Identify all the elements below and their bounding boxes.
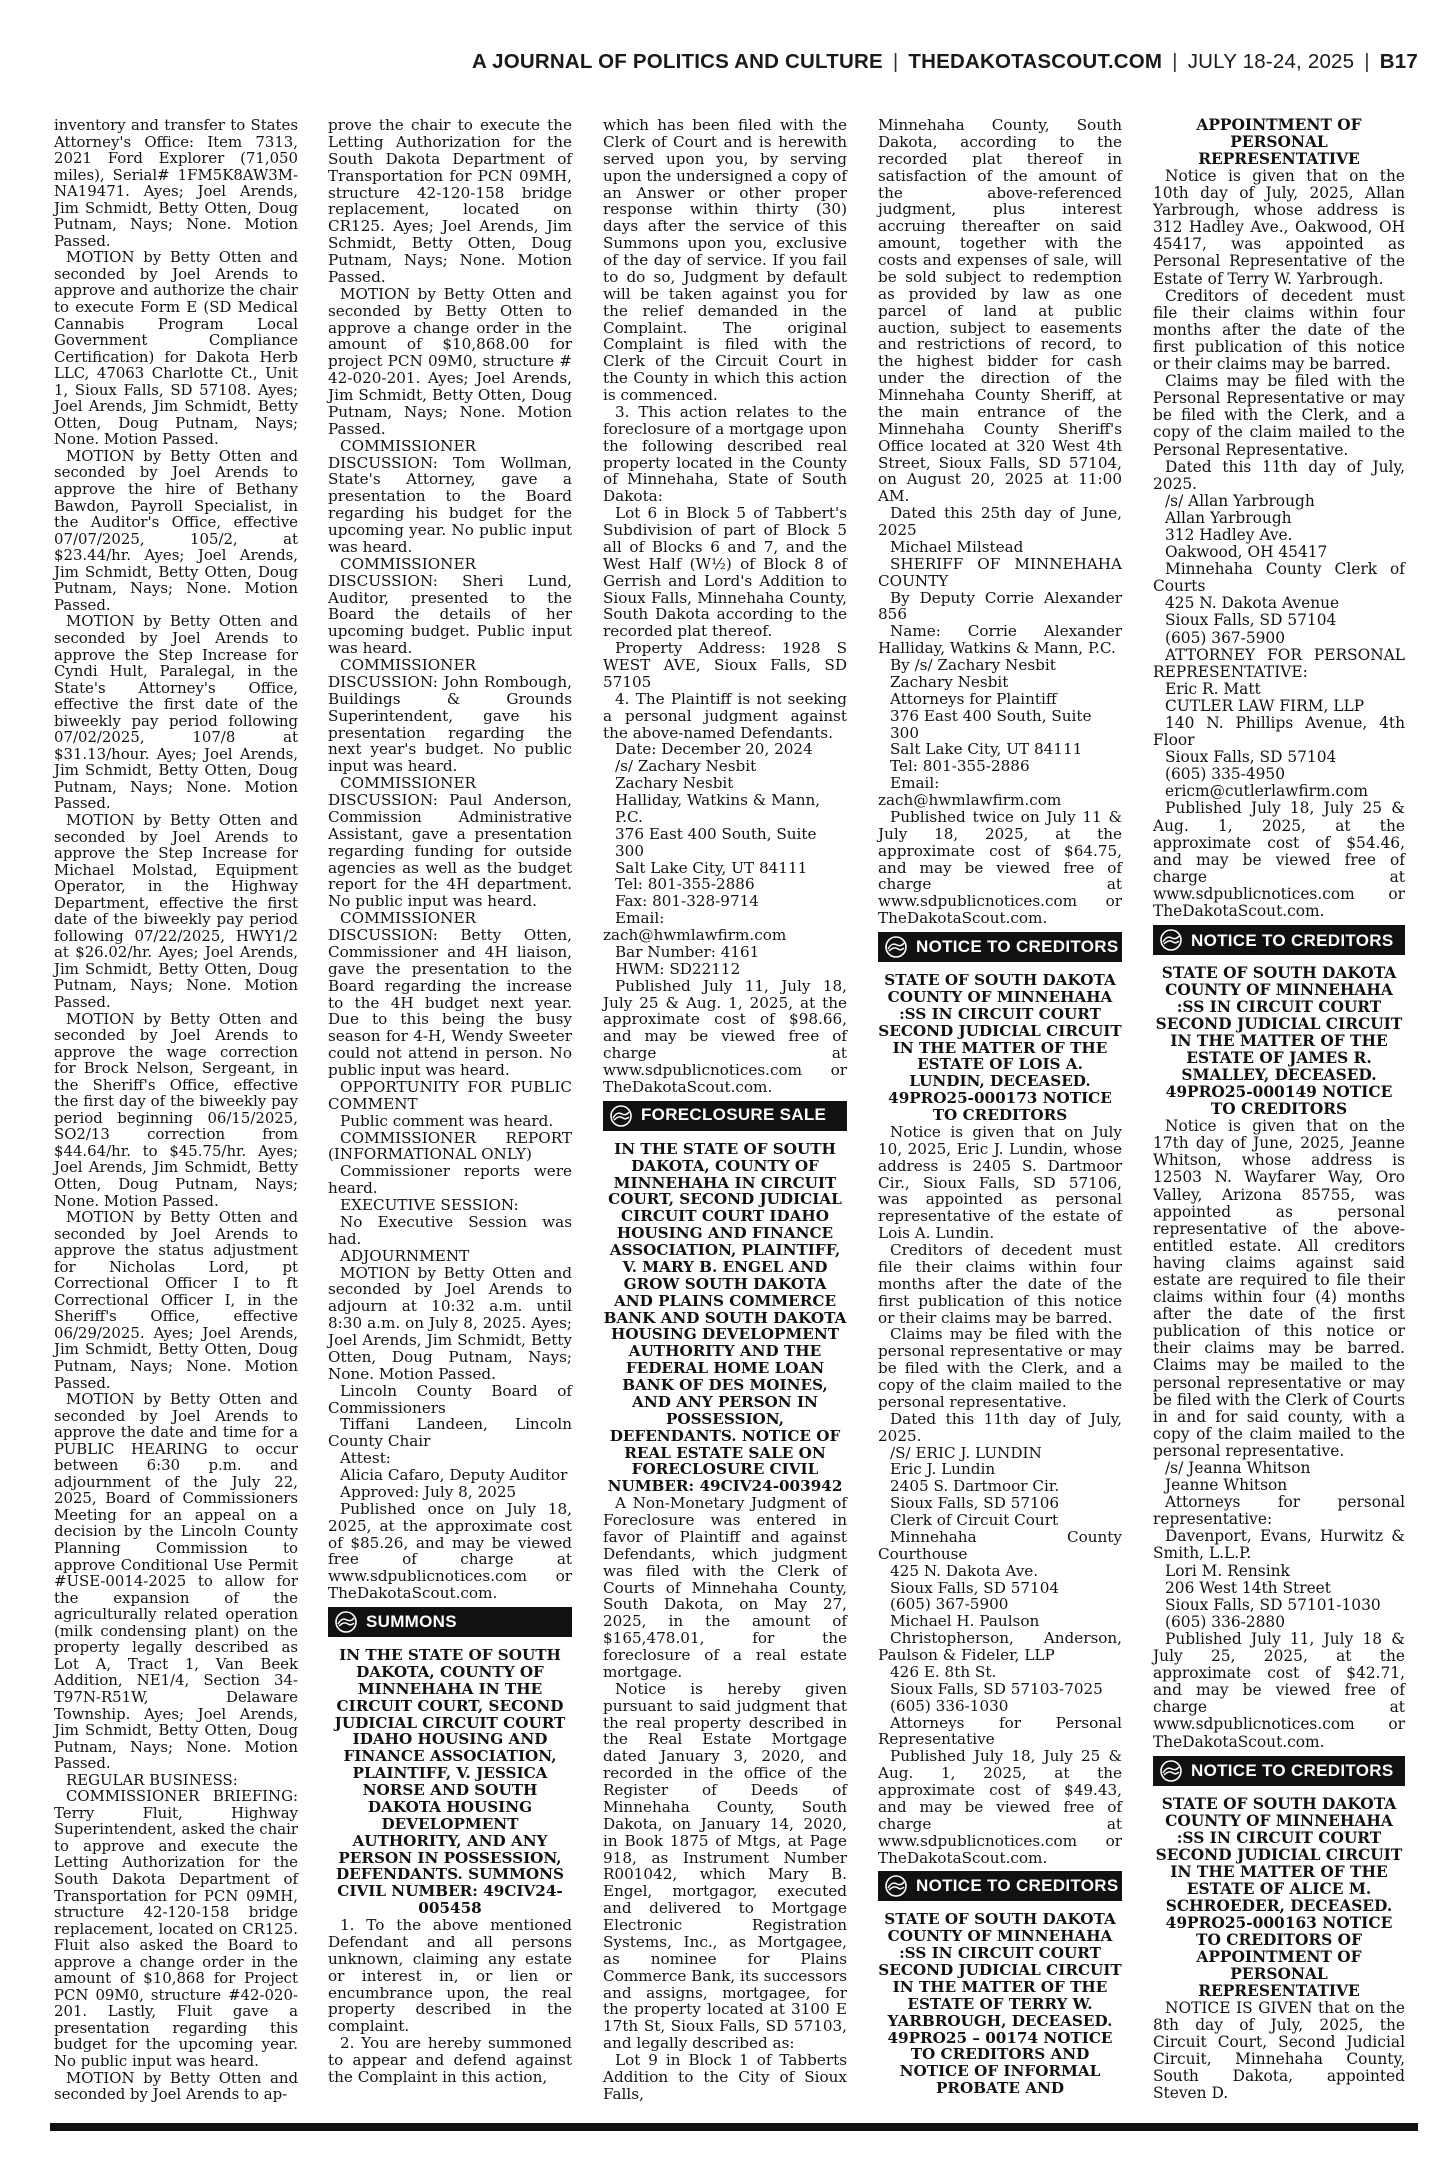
notice-paragraph: Christopherson, Anderson, Paulson & Fideler, LLP [878,1629,1122,1664]
signature-line: Tel: 801-355-2886 [890,757,1030,776]
header-divider: | [892,50,899,73]
page-header [0,0,1456,110]
notice-paragraph: 3. This action relates to the foreclosure of a mortgage upon the following described real property located in the County of Minnehaha, State of South Dakota: [603,402,847,506]
scout-logo-icon [607,1105,635,1127]
signature-line: 2405 S. Dartmoor Cir. [890,1477,1060,1496]
notice-paragraph: Lincoln County Board of Commissioners [328,1381,572,1417]
notice-paragraph: inventory and transfer to States Attorney's Office: Item 7313, 2021 Ford Explorer (71,050 miles), Serial# 1FM5K8AW3M-NA19471. Ayes; Joel Arends, Jim Schmidt, Betty Otten, Doug Putnam, Nays; None. Motion Passed. [54,116,298,250]
notice-paragraph: COMMISSIONER DISCUSSION: Paul Anderson, Commission Administrative Assistant, gave a presentation regarding funding for outside agencies as well as the budget report for the 4H department. No public input was heard. [328,774,572,911]
header-divider: | [1364,50,1370,73]
notice-paragraph: Email: zach@hwmlawfirm.com [603,909,787,944]
signature-line: Sioux Falls, SD 57104 [1165,748,1337,767]
notice-paragraph: REGULAR BUSINESS: [66,1770,238,1789]
notice-paragraph: MOTION by Betty Otten and seconded by Joel Arends to approve the wage correction for Brock Nelson, Sergeant, in the Sheriff's Office, effective the first day of the biweekly pay period beginning 06/15/2025, SO2/13 correction from $44.64/hr. to $45.75/hr. Ayes; Joel Arends, Jim Schmidt, Betty Otten, Doug Putnam, Nays; None. Motion Passed. [54,1009,298,1210]
notice-paragraph: Attorneys for Personal Representative [878,1713,1122,1749]
signature-line: Michael H. Paulson [890,1612,1040,1631]
signature-line: Date: December 20, 2024 [615,740,813,759]
notice-paragraph: MOTION by Betty Otten and seconded by Joel Arends to approve and authorize the chair to execute Form E (SD Medical Cannabis Program Local Government Compliance Certification) for Dakota Herb LLC, 47063 Charlotte Ct., Unit 1, Sioux Falls, SD 57108. Ayes; Joel Arends, Jim Schmidt, Betty Otten, Doug Putnam, Nays; None. Motion Passed. [54,248,298,449]
signature-line: Sioux Falls, SD 57103-7025 [890,1679,1103,1698]
header-line [472,50,1418,74]
notice-paragraph: COMMISSIONER BRIEFING: Terry Fluit, Highway Superintendent, asked the chair to approve and execute the Letting Authorization for the South Dakota Department of Transportation for PCN 09MH, structure 42-120-158 bridge replacement, located on CR125. Fluit also asked the Board to approve a change order in the amount of $10,868 for Project PCN 09M0, structure #42-020-201. Lastly, Fluit gave a presentation regarding this budget for the upcoming year. No public input was heard. [54,1787,298,2070]
notice-paragraph: Published once on July 18, 2025, at the approximate cost of $85.26, and may be viewed free of charge at www.sdpublicnotices.com or TheDakotaScout.com. [328,1499,572,1603]
signature-line: Sioux Falls, SD 57101-1030 [1165,1595,1381,1614]
signature-line: Allan Yarbrough [1165,508,1292,527]
notice-paragraph: Published July 18, July 25 & Aug. 1, 2025, at the approximate cost of $49.43, and may be viewed free of charge at www.sdpublicnotices.com or TheDakotaScout.com. [878,1747,1122,1867]
signature-line: Salt Lake City, UT 84111 [615,858,808,877]
notice-caption: STATE OF SOUTH DAKOTA COUNTY OF MINNEHAHA :SS IN CIRCUIT COURT SECOND JUDICIAL CIRCUIT IN THE MATTER OF THE ESTATE OF ALICE M. SCHROEDER, DECEASED. 49PRO25-000163 NOTICE TO CREDITORS OF APPOINTMENT OF PERSONAL REPRESENTATIVE [1155,1794,1403,2000]
signature-line: /s/ Allan Yarbrough [1165,491,1315,510]
section-banner-label: FORECLOSURE SALE [641,1105,827,1125]
notice-paragraph: MOTION by Betty Otten and seconded by Betty Otten to approve a change order in the amount of $10,868.00 for project PCN 09M0, structure # 42-020-201. Ayes; Joel Arends, Jim Schmidt, Betty Otten, Doug Putnam, Nays; None. Motion Passed. [328,284,572,438]
notice-paragraph: Dated this 25th day of June, 2025 [878,504,1122,539]
notice-caption: APPOINTMENT OF PERSONAL REPRESENTATIVE [1196,116,1362,168]
signature-line: Bar Number: 4161 [615,942,760,961]
notice-paragraph: 2. You are hereby summoned to appear and defend against the Complaint in this action, [328,2034,572,2086]
notice-paragraph: Dated this 11th day of July, 2025. [1153,457,1405,493]
notice-paragraph: SHERIFF OF MINNEHAHA COUNTY [878,554,1122,590]
section-banner-label: SUMMONS [366,1611,457,1631]
signature-line: Jeanne Whitson [1165,1476,1288,1495]
page-number: B17 [1379,50,1418,73]
column-5 [1153,117,1405,2102]
notice-paragraph: A Non-Monetary Judgment of Foreclosure was entered in favor of Plaintiff and against Defendants, which judgment was filed with the Clerk of Courts of Minnehaha County, South Dakota, on May 27, 2025, in the amount of $165,478.01, for the foreclosure of a real estate mortgage. [603,1494,847,1681]
signature-line: Attorneys for Plaintiff [890,689,1057,708]
notice-caption: IN THE STATE OF SOUTH DAKOTA, COUNTY OF MINNEHAHA IN CIRCUIT COURT, SECOND JUDICIAL CIRCUIT COURT IDAHO HOUSING AND FINANCE ASSOCIATION, PLAINTIFF, V. MARY B. ENGEL AND GROW SOUTH DAKOTA AND PLAINS COMMERCE BANK AND SOUTH DAKOTA HOUSING DEVELOPMENT AUTHORITY AND THE FEDERAL HOME LOAN BANK OF DES MOINES, AND ANY PERSON IN POSSESSION, DEFENDANTS. NOTICE OF REAL ESTATE SALE ON FORECLOSURE CIVIL NUMBER: 49CIV24-003942 [603,1139,847,1496]
notice-paragraph: EXECUTIVE SESSION: [340,1196,519,1214]
notice-paragraph: Published July 18, July 25 & Aug. 1, 2025, at the approximate cost of $54.46, and may be viewed free of charge at www.sdpublicnotices.com or TheDakotaScout.com. [1153,799,1405,921]
notice-caption: STATE OF SOUTH DAKOTA COUNTY OF MINNEHAHA :SS IN CIRCUIT COURT SECOND JUDICIAL CIRCUIT IN THE MATTER OF THE ESTATE OF JAMES R. SMALLEY, DECEASED. 49PRO25-000149 NOTICE TO CREDITORS [1155,964,1403,1119]
notice-paragraph: MOTION by Betty Otten and seconded by Joel Arends to approve the date and time for a PUBLIC HEARING to occur between 6:30 p.m. and adjournment of the July 22, 2025, Board of Commissioners Meeting for an appeal on a decision by the Lincoln County Planning Commission to approve Conditional Use Permit #USE-0014-2025 to allow for the expansion of the agriculturally related operation (milk condensing plant) on the property legally described as Lot A, Tract 1, Van Beek Addition, NE1/4, Section 34-T97N-R51W, Delaware Township. Ayes; Joel Arends, Jim Schmidt, Betty Otten, Doug Putnam, Nays; None. Motion Passed. [54,1390,298,1773]
signature-line: HWM: SD22112 [615,959,741,978]
signature-line: (605) 336-2880 [1165,1612,1286,1631]
notice-paragraph: Notice is given that on the 10th day of July, 2025, Allan Yarbrough, whose address is 312 Hadley Ave., Oakwood, OH 45417, was appointed as Personal Representative of the Estate of Terry W. Yarbrough. [1153,167,1405,288]
notice-paragraph: Minnehaha County, South Dakota, according to the recorded plat thereof in satisfaction of the amount of the above-referenced judgment, plus interest accruing thereafter on said amount, together with the costs and expenses of sale, will be sold subject to redemption as provided by law as one parcel of land at public auction, subject to easements and restrictions of record, to the highest bidder for cash under the direction of the Minnehaha County Sheriff, at the main entrance of the Minnehaha County Sheriff's Office located at 320 West 4th Street, Sioux Falls, SD 57104, on August 20, 2025 at 11:00 AM. [878,116,1122,506]
signature-line: Salt Lake City, UT 84111 [890,740,1083,759]
notice-paragraph: Notice is given that on the 17th day of June, 2025, Jeanne Whitson, whose address is 12503 N. Wayfarer Way, Oro Valley, Arizona 85755, was appointed as personal representative of the above-entitled estate. All creditors having claims against said estate are required to file their claims within four (4) months after the date of the first publication of this notice or their claims may be barred. Claims may be mailed to the personal representative or may be filed with the Clerk of Courts in and for said county, with a copy of the claim mailed to the personal representative. [1153,1117,1405,1460]
signature-line: /s/ Jeanna Whitson [1165,1459,1311,1477]
signature-line: (605) 367-5900 [890,1595,1009,1614]
signature-line: Tel: 801-355-2886 [615,875,755,894]
notice-paragraph: Notice is given that on July 10, 2025, Eric J. Lundin, whose address is 2405 S. Dartmoor Cir., Sioux Falls, SD 57106, was appointed as personal representative of the estate of Lois A. Lundin. [878,1122,1122,1243]
signature-line: 425 N. Dakota Ave. [890,1561,1039,1580]
notice-paragraph: 140 N. Phillips Avenue, 4th Floor [1153,714,1405,750]
signature-line: Michael Milstead [890,537,1024,556]
signature-line: Zachary Nesbit [890,672,1009,691]
notice-paragraph: By Deputy Corrie Alexander 856 [878,588,1122,624]
notice-paragraph: MOTION by Betty Otten and seconded by Joel Arends to approve the Step Increase for Michael Molstad, Equipment Operator, in the Highway Department, effective the first date of the biweekly pay period following 07/22/2025, HWY1/2 at $26.02/hr. Ayes; Joel Arends, Jim Schmidt, Betty Otten, Doug Putnam, Nays; None. Motion Passed. [54,810,298,1011]
notice-paragraph: MOTION by Betty Otten and seconded by Joel Arends to ap- [54,2068,298,2104]
signature-line: Fax: 801-328-9714 [615,892,759,911]
signature-line: CUTLER LAW FIRM, LLP [1165,696,1365,715]
notice-paragraph: Email: zach@hwmlawfirm.com [878,774,1062,809]
signature-line: (605) 367-5900 [1165,628,1286,647]
notice-paragraph: Published twice on July 11 & July 18, 2025, at the approximate cost of $64.75, and may be viewed free of charge at www.sdpublicnotices.com or TheDakotaScout.com. [878,807,1122,928]
notice-paragraph: Approved: July 8, 2025 [340,1482,517,1501]
notice-paragraph: Creditors of decedent must file their claims within four months after the date of the first publication of this notice or their claims may be barred. [1153,286,1405,374]
section-banner [603,1101,847,1131]
bottom-rule [50,2123,1418,2131]
site-link[interactable]: THEDAKOTASCOUT.COM [908,50,1163,73]
notice-paragraph: Creditors of decedent must file their claims within four months after the date of the first publication of this notice or their claims may be barred. [878,1241,1122,1327]
notice-caption: STATE OF SOUTH DAKOTA COUNTY OF MINNEHAHA :SS IN CIRCUIT COURT SECOND JUDICIAL CIRCUIT IN THE MATTER OF THE ESTATE OF LOIS A. LUNDIN, DECEASED. 49PRO25-000173 NOTICE TO CREDITORS [878,971,1122,1124]
notice-paragraph: No Executive Session was had. [328,1212,572,1248]
notice-caption: STATE OF SOUTH DAKOTA COUNTY OF MINNEHAHA :SS IN CIRCUIT COURT SECOND JUDICIAL CIRCUIT IN THE MATTER OF THE ESTATE OF TERRY W. YARBROUGH, DECEASED. 49PRO25 – 00174 NOTICE TO CREDITORS AND NOTICE OF INFORMAL PROBATE AND [878,1910,1122,2098]
issue-date: JULY 18-24, 2025 [1187,50,1355,73]
signature-line: (605) 336-1030 [890,1696,1009,1715]
notice-paragraph: prove the chair to execute the Letting Authorization for the South Dakota Department of Transportation for PCN 09MH, structure 42-120-158 bridge replacement, located on CR125. Ayes; Joel Arends, Jim Schmidt, Betty Otten, Doug Putnam, Nays; None. Motion Passed. [328,116,572,286]
notice-paragraph: Attorneys for personal representative: [1153,1493,1405,1529]
notice-paragraph: Minnehaha County Courthouse [878,1527,1122,1563]
column-1 [54,117,298,2103]
signature-line: Eric J. Lundin [890,1460,996,1479]
signature-line: Halliday, Watkins & Mann, P.C. [615,791,821,826]
notice-paragraph: Attest: [340,1449,391,1468]
notice-paragraph: Claims may be filed with the personal representative or may be filed with the Clerk, and a copy of the claim mailed to the personal representative. [878,1325,1122,1411]
section-banner-label: NOTICE TO CREDITORS [916,1875,1119,1895]
section-banner [878,1871,1122,1901]
notice-paragraph: Notice is hereby given pursuant to said judgment that the real property described in the Real Estate Mortgage dated January 3, 2020, and recorded in the office of the Register of Deeds of Minnehaha County, South Dakota, on January 14, 2020, in Book 1875 of Mtgs, at Page 918, as Instrument Number R001042, which Mary B. Engel, mortgagor, executed and delivered to Mortgage Electronic Registration Systems, Inc., as Mortgagee, as nominee for Plains Commerce Bank, its successors and assigns, mortgagee, for the property located at 3100 E 17th St, Sioux Falls, SD 57103, and legally described as: [603,1679,847,2053]
section-banner-label: NOTICE TO CREDITORS [916,936,1119,956]
notice-paragraph: Dated this 11th day of July, 2025. [878,1409,1122,1445]
notice-paragraph: MOTION by Betty Otten and seconded by Joel Arends to approve the status adjustment for Nicholas Lord, pt Correctional Officer I to ft Correctional Officer I, in the Sheriff's Office, effective 06/29/2025. Ayes; Joel Arends, Jim Schmidt, Betty Otten, Doug Putnam, Nays; None. Motion Passed. [54,1208,298,1392]
signature-line: Sioux Falls, SD 57104 [1165,611,1337,630]
signature-line: (605) 335-4950 [1165,765,1286,784]
notice-paragraph: 4. The Plaintiff is not seeking a personal judgment against the above-named Defendants. [603,689,847,742]
publication-tagline: A JOURNAL OF POLITICS AND CULTURE [471,50,883,73]
notice-paragraph: Public comment was heard. [340,1111,554,1130]
notice-paragraph: Published July 11, July 18, July 25 & Aug. 1, 2025, at the approximate cost of $98.66, and may be viewed free of charge at www.sdpublicnotices.com or TheDakotaScout.com. [603,976,847,1096]
notice-paragraph: COMMISSIONER REPORT (INFORMATIONAL ONLY) [328,1128,572,1164]
signature-line: 425 N. Dakota Avenue [1165,594,1340,613]
section-banner-label: NOTICE TO CREDITORS [1191,1761,1394,1781]
notice-paragraph: COMMISSIONER DISCUSSION: Tom Wollman, State's Attorney, gave a presentation to the Board regarding his budget for the upcoming year. No public input was heard. [328,436,572,556]
signature-line: 376 East 400 South, Suite 300 [890,706,1092,742]
signature-line: Sioux Falls, SD 57104 [890,1578,1060,1597]
notice-paragraph: COMMISSIONER DISCUSSION: Sheri Lund, Auditor, presented to the Board the details of her upcoming budget. Public input was heard. [328,554,572,658]
notice-paragraph: ADJOURNMENT [340,1246,470,1265]
scout-logo-icon [332,1611,360,1633]
notice-paragraph: Tiffani Landeen, Lincoln County Chair [328,1415,572,1451]
signature-line: Zachary Nesbit [615,774,734,793]
notice-paragraph: Published July 11, July 18 & July 25, 2025, at the approximate cost of $42.71, and may be viewed free of charge at www.sdpublicnotices.com or TheDakotaScout.com. [1153,1629,1405,1751]
scout-logo-icon [882,936,910,958]
signature-line: 312 Hadley Ave. [1165,525,1293,544]
notice-paragraph: Claims may be filed with the Personal Representative or may be filed with the Clerk, and a copy of the claim mailed to the Personal Representative. [1153,372,1405,459]
notice-paragraph: Name: Corrie Alexander Halliday, Watkins & Mann, P.C. [878,622,1122,658]
signature-line: 206 West 14th Street [1165,1578,1331,1597]
signature-line: 426 E. 8th St. [890,1662,997,1681]
column-3 [603,117,847,2103]
column-4 [878,117,1122,2097]
signature-line: By /s/ Zachary Nesbit [890,656,1056,674]
section-banner-label: NOTICE TO CREDITORS [1191,930,1394,950]
signature-line: /s/ Zachary Nesbit [615,757,757,776]
signature-line: Sioux Falls, SD 57106 [890,1494,1060,1513]
notice-paragraph: COMMISSIONER DISCUSSION: Betty Otten, Commissioner and 4H liaison, gave the presentation to the Board regarding the increase to the 4H budget next year. Due to this being the busy season for 4-H, Wendy Sweeter could not attend in person. No public input was heard. [328,909,572,1079]
scout-logo-icon [1157,1760,1185,1782]
scout-logo-icon [1157,929,1185,951]
section-banner [878,932,1122,962]
section-banner [1153,925,1405,955]
notice-paragraph: ATTORNEY FOR PERSONAL REPRESENTATIVE: [1153,645,1405,681]
signature-line: Eric R. Matt [1165,679,1261,698]
notice-paragraph: MOTION by Betty Otten and seconded by Joel Arends to approve the hire of Bethany Bawdon, Payroll Specialist, in the Auditor's Office, effective 07/07/2025, 105/2, at $23.44/hr. Ayes; Joel Arends, Jim Schmidt, Betty Otten, Doug Putnam, Nays; None. Motion Passed. [54,446,298,614]
notice-paragraph: 1. To the above mentioned Defendant and all persons unknown, claiming any estate or interest in, or lien or encumbrance upon, the real property described in the complaint. [328,1916,572,2036]
signature-line: 376 East 400 South, Suite 300 [615,824,817,860]
notice-paragraph: Davenport, Evans, Hurwitz & Smith, L.L.P. [1153,1527,1405,1563]
notice-paragraph: which has been filed with the Clerk of Court and is herewith served upon you, by serving upon the undersigned a copy of an Answer or other proper response within thirty (30) days after the service of this Summons upon you, exclusive of the day of service. If you fail to do so, Judgment by default will be taken against you for the relief demanded in the Complaint. The original Complaint is filed with the Clerk of the Circuit Court in the County in which this action is commenced. [603,116,847,404]
signature-line: /S/ ERIC J. LUNDIN [890,1443,1042,1462]
notice-paragraph: COMMISSIONER DISCUSSION: John Rombough, Buildings & Grounds Superintendent, gave his presentation regarding the next year's budget. No public input was heard. [328,656,572,776]
notice-paragraph: MOTION by Betty Otten and seconded by Joel Arends to approve the Step Increase for Cyndi Hult, Paralegal, in the State's Attorney's Office, effective the first date of the biweekly pay period following 07/02/2025, 107/8 at $31.13/hour. Ayes; Joel Arends, Jim Schmidt, Betty Otten, Doug Putnam, Nays; None. Motion Passed. [54,612,298,813]
column-2 [328,117,572,2086]
signature-line: Clerk of Circuit Court [890,1511,1059,1529]
signature-line: ericm@cutlerlawfirm.com [1165,782,1368,801]
section-banner [1153,1756,1405,1786]
notice-paragraph: MOTION by Betty Otten and seconded by Joel Arends to adjourn at 10:32 a.m. until 8:30 a.m. on July 8, 2025. Ayes; Joel Arends, Jim Schmidt, Betty Otten, Doug Putnam, Nays; None. Motion Passed. [328,1263,572,1383]
notice-paragraph: Commissioner reports were heard. [328,1162,572,1198]
notice-paragraph: Minnehaha County Clerk of Courts [1153,560,1405,596]
notice-caption: IN THE STATE OF SOUTH DAKOTA, COUNTY OF MINNEHAHA IN THE CIRCUIT COURT, SECOND JUDICIAL CIRCUIT COURT IDAHO HOUSING AND FINANCE ASSOCIATION, PLAINTIFF, V. JESSICA NORSE AND SOUTH DAKOTA HOUSING DEVELOPMENT AUTHORITY, AND ANY PERSON IN POSSESSION, DEFENDANTS. SUMMONS CIVIL NUMBER: 49CIV24-005458 [334,1646,566,1918]
signature-line: Lori M. Rensink [1165,1561,1290,1580]
signature-line: Oakwood, OH 45417 [1165,543,1328,562]
notice-paragraph: Alicia Cafaro, Deputy Auditor [340,1466,568,1484]
notice-paragraph: NOTICE IS GIVEN that on the 8th day of July, 2025, the Circuit Court, Second Judicial Circuit, Minnehaha County, South Dakota, appointed Steven D. [1153,1998,1405,2103]
section-banner [328,1607,572,1637]
notice-paragraph: Lot 9 in Block 1 of Tabberts Addition to the City of Sioux Falls, [603,2051,847,2103]
notice-paragraph: Property Address: 1928 S WEST AVE, Sioux Falls, SD 57105 [603,639,847,691]
header-divider: | [1172,50,1178,73]
notice-paragraph: Lot 6 in Block 5 of Tabbert's Subdivision of part of Block 5 all of Blocks 6 and 7, and the West Half (W½) of Block 8 of Gerrish and Lord's Addition to Sioux Falls, Minnehaha County, South Dakota according to the recorded plat thereof. [603,504,847,641]
notice-paragraph: OPPORTUNITY FOR PUBLIC COMMENT [328,1077,572,1113]
scout-logo-icon [882,1875,910,1897]
